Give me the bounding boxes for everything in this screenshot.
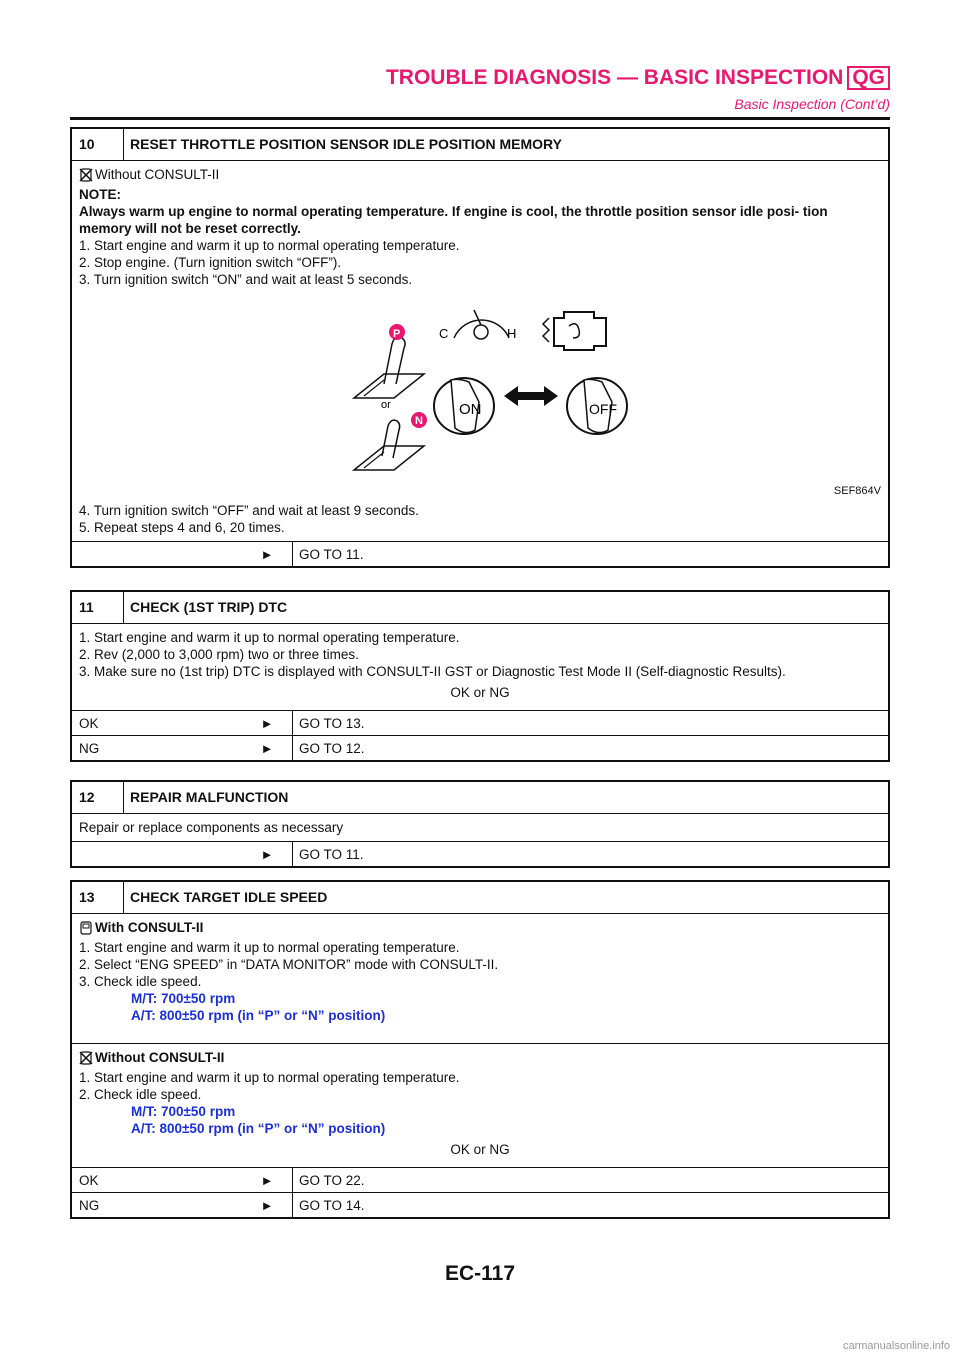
shifter-n-icon	[354, 412, 427, 470]
section-10	[70, 127, 890, 568]
arrow-icon: ►	[260, 546, 274, 562]
header-subtitle: Basic Inspection (Cont’d)	[734, 96, 890, 112]
page-number: EC-117	[444, 1262, 516, 1285]
arrow-icon: ►	[260, 846, 274, 862]
section-body: Repair or replace components as necessary	[72, 813, 888, 841]
ignition-figure	[79, 288, 881, 502]
section-title-row: 11 CHECK (1ST TRIP) DTC	[72, 592, 888, 623]
arrow-icon: ►	[260, 1197, 274, 1213]
ok-or-ng: OK or NG	[450, 685, 510, 700]
shifter-p-icon	[354, 324, 424, 398]
goto-row-ng: NG ► GO TO 14.	[72, 1192, 888, 1217]
gauge-c-label: C	[439, 326, 449, 341]
svg-text:N: N	[415, 415, 423, 427]
ignition-key-on-icon	[434, 378, 494, 434]
section-11	[70, 590, 890, 762]
engine-icon	[543, 312, 606, 350]
goto-link[interactable]: GO TO 13.	[292, 711, 365, 735]
gauge-h-label: H	[507, 326, 517, 341]
step: 2. Rev (2,000 to 3,000 rpm) two or three times.	[79, 647, 359, 662]
step: 3. Turn ignition switch “ON” and wait at least 5 seconds.	[79, 272, 413, 287]
section-body: Without CONSULT-II NOTE: Always warm up engine to normal operating temperature. If engine is cool, the throttle position sensor idle posi- tion memory will not be reset correctly. 1. Start engine and warm it up to normal operating temperature. 2. Stop engine. (Turn ignition switch “OFF”). 3. Turn ignition switch “ON” and wait at least 5 seconds. C H P or N ON OFF SEF864V 4. Turn ignition switch “OFF” and wait at least 9 seconds. 5. Repeat steps 4 and 6, 20 times.	[72, 160, 888, 541]
without-consult-icon	[79, 168, 93, 186]
section-badge: QG	[847, 66, 890, 90]
arrow-icon: ►	[260, 1172, 274, 1188]
svg-text:OFF: OFF	[589, 401, 617, 417]
svg-text:P: P	[393, 328, 401, 340]
goto-link[interactable]: GO TO 12.	[292, 736, 365, 760]
step: 2. Stop engine. (Turn ignition switch “OFF”).	[79, 255, 342, 270]
ignition-key-off-icon	[567, 378, 627, 434]
step: 2. Select “ENG SPEED” in “DATA MONITOR” mode with CONSULT-II.	[79, 957, 499, 972]
goto-link[interactable]: GO TO 11.	[292, 542, 364, 566]
goto-link[interactable]: GO TO 22.	[292, 1168, 365, 1192]
step: 1. Start engine and warm it up to normal operating temperature.	[79, 630, 460, 645]
step: 5. Repeat steps 4 and 6, 20 times.	[79, 520, 285, 535]
step: 3. Check idle speed.	[79, 974, 202, 989]
spec-at: A/T: 800±50 rpm (in “P” or “N” position)	[131, 1121, 386, 1136]
goto-link[interactable]: GO TO 11.	[292, 842, 364, 866]
goto-link[interactable]: GO TO 14.	[292, 1193, 365, 1217]
consult-icon	[79, 921, 93, 939]
watermark: carmanualsonline.info	[842, 1340, 950, 1352]
without-consult-icon	[79, 1051, 93, 1069]
svg-text:ON: ON	[459, 401, 482, 418]
arrow-icon: ►	[260, 715, 274, 731]
section-12	[70, 780, 890, 868]
section-title-row: 10 RESET THROTTLE POSITION SENSOR IDLE POSITION MEMORY	[72, 129, 888, 160]
step: 1. Start engine and warm it up to normal operating temperature.	[79, 238, 460, 253]
note-text: Always warm up engine to normal operating temperature. If engine is cool, the throttle position sensor idle posi- tion memory will not be reset correctly.	[79, 204, 828, 236]
with-consult-block: With CONSULT-II 1. Start engine and warm it up to normal operating temperature. 2. Select “ENG SPEED” in “DATA MONITOR” mode with CONSULT-II. 3. Check idle speed. M/T: 700±50 rpm A/T: 800±50 rpm (in “P” or “N” position)	[72, 913, 888, 1043]
goto-row	[72, 541, 888, 566]
spec-mt: M/T: 700±50 rpm	[131, 1104, 236, 1119]
temperature-gauge-icon	[439, 310, 516, 341]
section-body	[72, 623, 888, 710]
without-consult-block: Without CONSULT-II 1. Start engine and warm it up to normal operating temperature. 2. Check idle speed. M/T: 700±50 rpm A/T: 800±50 rpm (in “P” or “N” position) OK or NG	[72, 1043, 888, 1167]
step: 2. Check idle speed.	[79, 1087, 202, 1102]
header-rule	[70, 117, 890, 120]
section-13	[70, 880, 890, 1219]
step: 4. Turn ignition switch “OFF” and wait at least 9 seconds.	[79, 503, 419, 518]
ok-or-ng: OK or NG	[450, 1142, 510, 1157]
step: 1. Start engine and warm it up to normal operating temperature.	[79, 1070, 460, 1085]
goto-row	[72, 841, 888, 866]
arrow-icon: ►	[260, 740, 274, 756]
spec-mt: M/T: 700±50 rpm	[131, 991, 236, 1006]
or-label: or	[381, 399, 391, 411]
step: 1. Start engine and warm it up to normal operating temperature.	[79, 940, 460, 955]
spec-at: A/T: 800±50 rpm (in “P” or “N” position)	[131, 1008, 386, 1023]
goto-row-ng: NG ► GO TO 12.	[72, 735, 888, 760]
goto-row-ok: OK ► GO TO 13.	[72, 710, 888, 735]
double-arrow-icon	[504, 386, 558, 406]
goto-row-ok: OK ► GO TO 22.	[72, 1167, 888, 1192]
section-title-row: 12 REPAIR MALFUNCTION	[72, 782, 888, 813]
figure-label: SEF864V	[833, 485, 881, 497]
step: 3. Make sure no (1st trip) DTC is displayed with CONSULT-II GST or Diagnostic Test Mode II (Self-diagnostic Results).	[79, 664, 786, 679]
header-title: TROUBLE DIAGNOSIS — BASIC INSPECTION QG	[386, 66, 890, 90]
section-title-row: 13 CHECK TARGET IDLE SPEED	[72, 882, 888, 913]
